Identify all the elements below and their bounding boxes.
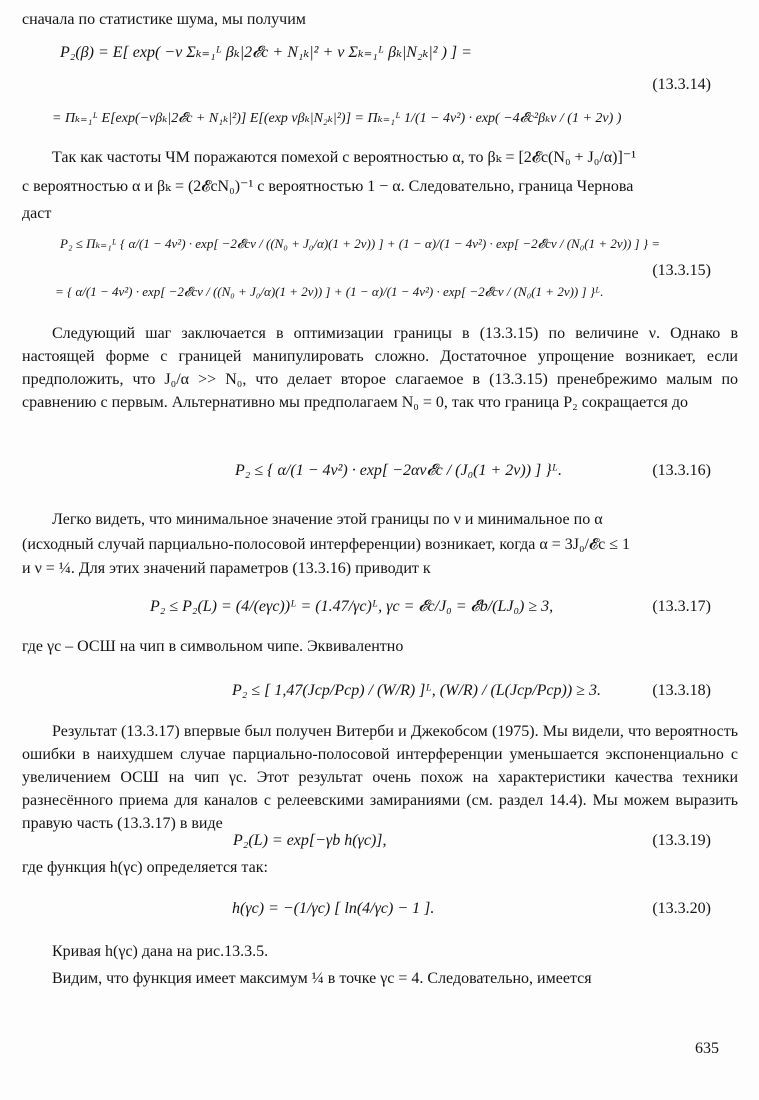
- equation-13-3-17: P₂ ≤ P₂(L) = (4/(eγc))ᴸ = (1.47/γc)ᴸ, γc = 𝓔c/J₀ = 𝓔b/(LJ₀) ≥ 3,: [150, 598, 554, 615]
- paragraph-2: Следующий шаг заключается в оптимизации границы в (13.3.15) по величине ν. Однако в настоящей форме с границей манипулировать сложно. Достаточное упрощение возникает, если предположить, что J₀/α >> N₀, что делает второе слагаемое в (13.3.15) пренебрежимо малым по сравнению с первым. Альтернативно мы предполагаем N₀ = 0, так что граница P₂ сокращается до: [22, 325, 738, 411]
- paragraph-3-line-3: и ν = ¼. Для этих значений параметров (13.3.16) приводит к: [22, 560, 431, 577]
- equation-13-3-14-line-2: = Πₖ₌₁ᴸ E[exp(−νβₖ|2𝓔c + N₁ₖ|²)] E[(exp νβₖ|N₂ₖ|²)] = Πₖ₌₁ᴸ 1/(1 − 4ν²) · exp( −4𝓔c²βₖν / (1 + 2ν) ): [52, 111, 622, 126]
- paragraph-3-line-2: (исходный случай парциально-полосовой интерференции) возникает, когда α = 3J₀/𝓔c ≤ 1: [22, 536, 631, 553]
- equation-13-3-15-line-1: P₂ ≤ Πₖ₌₁ᴸ { α/(1 − 4ν²) · exp[ −2𝓔cν / ((N₀ + J₀/α)(1 + 2ν)) ] + (1 − α)/(1 − 4ν²) · exp[ −2𝓔cν / (N₀(1 + 2ν)) ] } =: [60, 236, 661, 251]
- equation-number-13-3-15: (13.3.15): [652, 262, 711, 279]
- equation-13-3-16: P₂ ≤ { α/(1 − 4ν²) · exp[ −2αν𝓔c / (J₀(1 + 2ν)) ] }ᴸ.: [235, 462, 563, 479]
- intro-text: сначала по статистике шума, мы получим: [22, 11, 306, 28]
- equation-13-3-14-line-1: P₂(β) = E[ exp( −ν Σₖ₌₁ᴸ βₖ|2𝓔c + N₁ₖ|² + ν Σₖ₌₁ᴸ βₖ|N₂ₖ|² ) ] =: [60, 44, 472, 61]
- equation-number-13-3-18: (13.3.18): [652, 682, 711, 699]
- equation-number-13-3-20: (13.3.20): [652, 900, 711, 917]
- paragraph-1-line-3: даст: [22, 205, 52, 222]
- equation-number-13-3-16: (13.3.16): [652, 462, 711, 479]
- page-number: 635: [695, 1040, 719, 1057]
- equation-13-3-19: P₂(L) = exp[−γb h(γc)],: [233, 832, 387, 849]
- paragraph-8: Видим, что функция имеет максимум ¼ в точке γc = 4. Следовательно, имеется: [52, 970, 592, 987]
- equation-13-3-15-line-2: = { α/(1 − 4ν²) · exp[ −2𝓔cν / ((N₀ + J₀/α)(1 + 2ν)) ] + (1 − α)/(1 − 4ν²) · exp[ −2𝓔cν / (N₀(1 + 2ν)) ] }ᴸ.: [55, 284, 604, 299]
- equation-number-13-3-14: (13.3.14): [652, 76, 711, 93]
- equation-13-3-20: h(γc) = −(1/γc) [ ln(4/γc) − 1 ].: [232, 900, 435, 917]
- paragraph-1-line-2: с вероятностью α и βₖ = (2𝓔cN₀)⁻¹ с вероятностью 1 − α. Следовательно, граница Чернова: [22, 178, 634, 195]
- paragraph-1-line-1: Так как частоты ЧМ поражаются помехой с вероятностью α, то βₖ = [2𝓔c(N₀ + J₀/α)]⁻¹: [52, 149, 637, 166]
- equation-number-13-3-19: (13.3.19): [652, 832, 711, 849]
- paragraph-7: Кривая h(γc) дана на рис.13.3.5.: [52, 943, 269, 960]
- equation-number-13-3-17: (13.3.17): [652, 598, 711, 615]
- equation-13-3-18: P₂ ≤ [ 1,47(Jср/Pср) / (W/R) ]ᴸ, (W/R) / (L(Jср/Pср)) ≥ 3.: [232, 682, 601, 699]
- paragraph-3-line-1: Легко видеть, что минимальное значение этой границы по ν и минимальное по α: [52, 511, 603, 528]
- paragraph-6: где функция h(γc) определяется так:: [22, 859, 268, 876]
- paragraph-5: Результат (13.3.17) впервые был получен Витерби и Джекобсом (1975). Мы видели, что вероятность ошибки в наихудшем случае парциально-полосовой интерференции уменьшается экспоненциально с увеличением ОСШ на чип γc. Этот результат очень похож на характеристики качества техники разнесённого приема для каналов с релеевскими замираниями (см. раздел 14.4). Мы можем выразить правую часть (13.3.17) в виде: [22, 723, 738, 832]
- paragraph-4: где γc – ОСШ на чип в символьном чипе. Эквивалентно: [22, 638, 404, 655]
